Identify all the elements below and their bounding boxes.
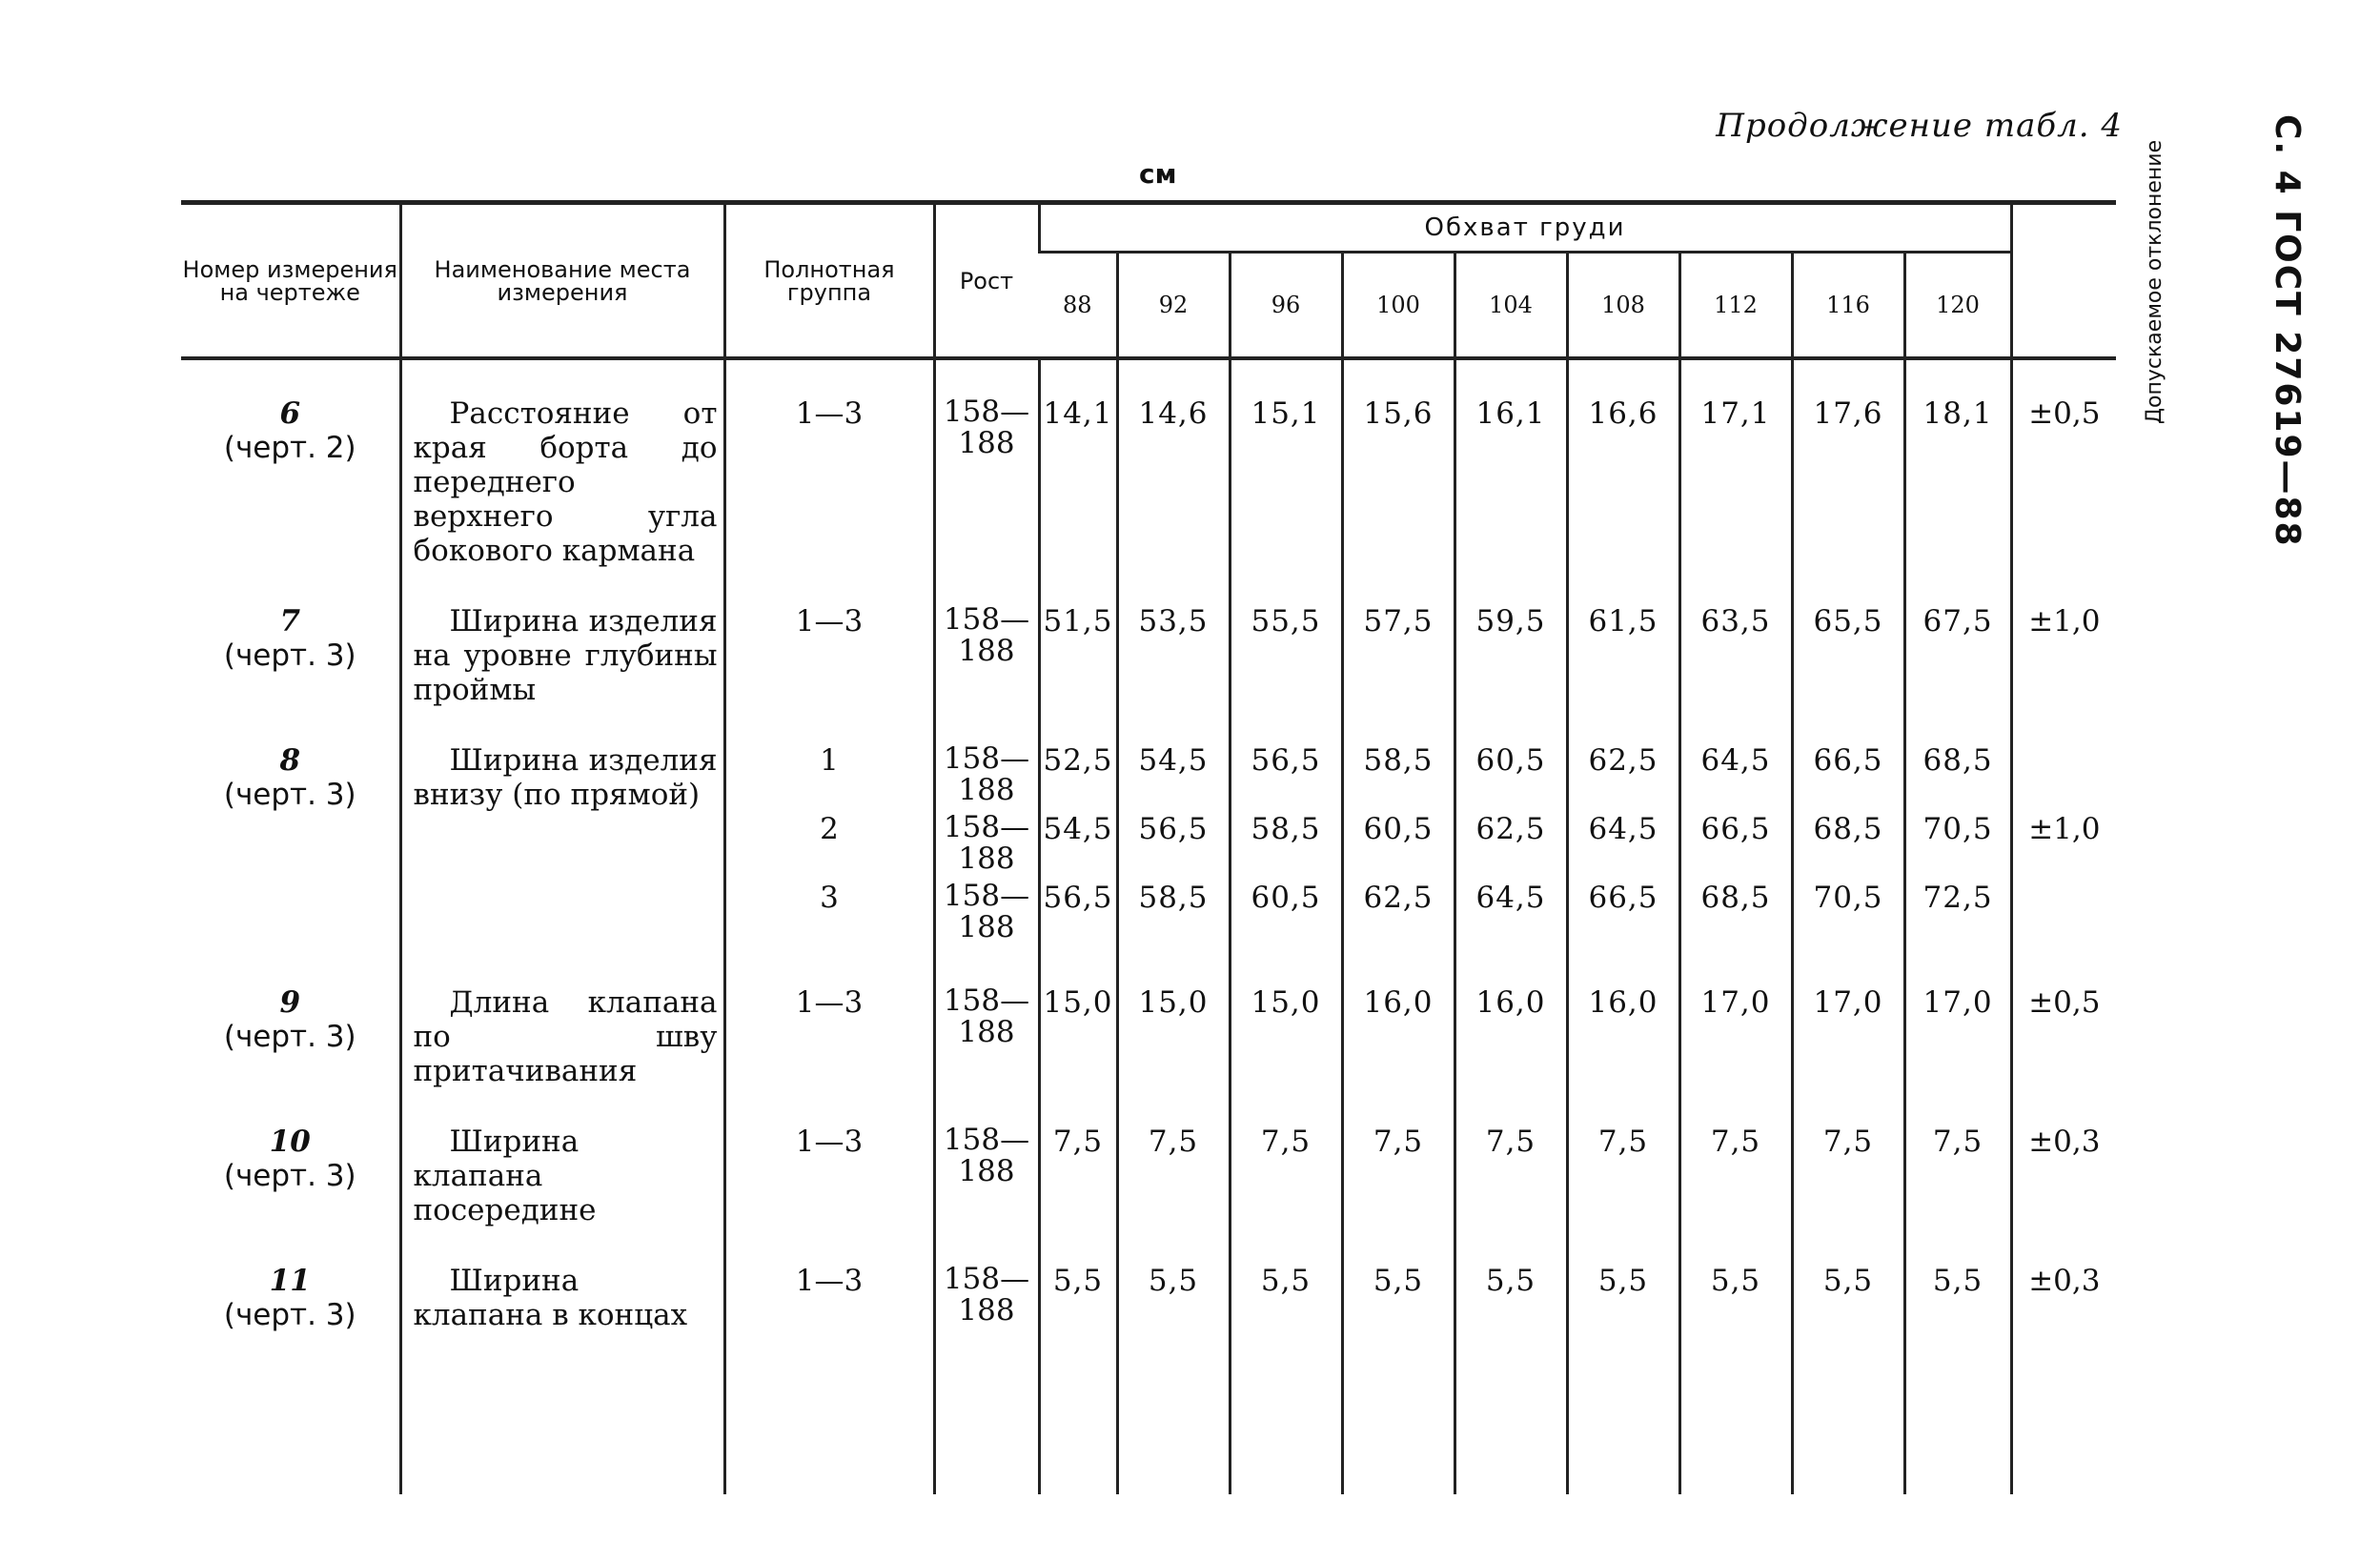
group-cell [724, 358, 934, 568]
bust-value: 7,5 [1597, 1125, 1649, 1159]
measurement-number-cell [181, 568, 400, 707]
bust-value: 56,5 [1138, 812, 1209, 846]
spacer-cell [2011, 1332, 2116, 1494]
bust-value: 7,5 [1822, 1125, 1874, 1159]
bust-value-cell [1039, 1088, 1117, 1227]
header-bust-size: 116 [1792, 253, 1904, 359]
bust-value: 60,5 [1363, 812, 1434, 846]
header-bust-size: 100 [1342, 253, 1454, 359]
bust-value-cell [1904, 358, 2011, 568]
bust-value: 67,5 [1922, 604, 1993, 639]
height-cell [934, 707, 1039, 949]
bust-value: 62,5 [1475, 812, 1546, 846]
measurement-number: 6 [279, 396, 301, 431]
bust-value: 5,5 [1260, 1264, 1312, 1298]
bust-value: 16,6 [1588, 396, 1658, 431]
spacer-cell [1342, 1332, 1454, 1494]
bust-value-cell [1039, 568, 1117, 707]
bust-value: 15,0 [1043, 985, 1113, 1020]
bust-value: 17,0 [1700, 985, 1771, 1020]
bust-value: 7,5 [1260, 1125, 1312, 1159]
header-bust-size: 104 [1454, 253, 1567, 359]
height-value: 158—188 [943, 1262, 1030, 1328]
drawing-reference: (черт. 2) [223, 431, 356, 465]
drawing-reference: (черт. 3) [223, 1298, 356, 1332]
header-tolerance-text: Допускаемое отклонение [2142, 139, 2166, 425]
header-group: Полнотная группа [724, 203, 934, 359]
bust-value: 5,5 [1373, 1264, 1424, 1298]
group-value: 1—3 [795, 604, 864, 639]
measurement-name: Ширина клапана в концах [400, 1227, 724, 1332]
height-value: 158—188 [943, 741, 1030, 807]
bust-value-cell [1230, 949, 1342, 1088]
bust-value: 15,0 [1138, 985, 1209, 1020]
bust-value: 58,5 [1138, 881, 1209, 915]
bust-value: 62,5 [1363, 881, 1434, 915]
bust-value: 63,5 [1700, 604, 1771, 639]
bust-value: 64,5 [1700, 743, 1771, 778]
tolerance-value: ±1,0 [2028, 604, 2101, 639]
group-value: 1 [820, 743, 839, 778]
bust-value-cell [1342, 568, 1454, 707]
bust-value: 15,6 [1363, 396, 1434, 431]
continuation-label: Продолжение табл. 4 [1716, 107, 2123, 145]
header-bust-size: 92 [1117, 253, 1230, 359]
group-value: 1—3 [795, 985, 864, 1020]
bust-value: 7,5 [1710, 1125, 1761, 1159]
header-bust-size: 112 [1679, 253, 1792, 359]
spacer-cell [1567, 1332, 1679, 1494]
bust-value-cell [1039, 949, 1117, 1088]
bust-value-cell [1039, 358, 1117, 568]
bust-value-cell [1904, 1227, 2011, 1332]
bust-value: 16,1 [1475, 396, 1546, 431]
bust-value: 15,0 [1251, 985, 1321, 1020]
bust-value: 5,5 [1597, 1264, 1649, 1298]
bust-value-cell [1039, 1227, 1117, 1332]
measurement-name: Ширина изделия внизу (по прямой) [400, 707, 724, 949]
group-value: 2 [820, 812, 839, 846]
bust-value-cell [1230, 358, 1342, 568]
measurement-number: 9 [279, 985, 301, 1020]
bust-value-cell [1342, 358, 1454, 568]
tolerance-value: ±0,3 [2028, 1125, 2101, 1159]
document-side-header [2268, 114, 2316, 548]
bust-value-cell [1454, 707, 1567, 949]
measurement-number: 10 [269, 1125, 311, 1159]
measurement-number: 8 [279, 743, 301, 778]
bust-value-cell [1117, 568, 1230, 707]
height-cell [934, 1088, 1039, 1227]
spacer-cell [1039, 1332, 1117, 1494]
bust-value: 53,5 [1138, 604, 1209, 639]
header-height: Рост [934, 203, 1039, 359]
bust-value-cell [1679, 358, 1792, 568]
spacer-cell [400, 1332, 724, 1494]
table-row [181, 358, 2116, 568]
height-value: 158—188 [943, 1123, 1030, 1188]
group-cell [724, 1227, 934, 1332]
bust-value-cell [1454, 1227, 1567, 1332]
bust-value-cell [1679, 707, 1792, 949]
group-cell [724, 1088, 934, 1227]
bust-value: 68,5 [1813, 812, 1883, 846]
bust-value: 64,5 [1475, 881, 1546, 915]
bust-value-cell [1230, 1088, 1342, 1227]
group-value: 3 [820, 881, 839, 915]
header-bust: Обхват груди [1039, 203, 2011, 253]
bust-value-cell [1567, 1227, 1679, 1332]
table-row [181, 949, 2116, 1088]
bust-value: 60,5 [1251, 881, 1321, 915]
tolerance-value: ±0,5 [2028, 985, 2101, 1020]
tolerance-value: ±1,0 [2028, 812, 2101, 846]
bust-value-cell [1342, 707, 1454, 949]
bust-value: 62,5 [1588, 743, 1658, 778]
group-cell [724, 568, 934, 707]
bust-value: 68,5 [1700, 881, 1771, 915]
bust-value: 66,5 [1588, 881, 1658, 915]
table-spacer-row [181, 1332, 2116, 1494]
bust-value-cell [1342, 949, 1454, 1088]
table-row [181, 707, 2116, 949]
spacer-cell [1792, 1332, 1904, 1494]
page-standard-label: С. 4 ГОСТ 27619—88 [2268, 114, 2307, 548]
bust-value-cell [1230, 568, 1342, 707]
table-row [181, 1227, 2116, 1332]
measurement-number: 11 [269, 1264, 311, 1298]
drawing-reference: (черт. 3) [223, 1020, 356, 1054]
bust-value: 54,5 [1138, 743, 1209, 778]
spacer-cell [1904, 1332, 2011, 1494]
bust-value-cell [1117, 358, 1230, 568]
bust-value-cell [1567, 568, 1679, 707]
header-bust-size: 108 [1567, 253, 1679, 359]
header-bust-size: 120 [1904, 253, 2011, 359]
bust-value: 55,5 [1251, 604, 1321, 639]
bust-value-cell [1567, 358, 1679, 568]
bust-value: 14,6 [1138, 396, 1209, 431]
bust-value: 54,5 [1043, 812, 1113, 846]
bust-value: 65,5 [1813, 604, 1883, 639]
bust-value-cell [1039, 707, 1117, 949]
bust-value: 56,5 [1043, 881, 1113, 915]
tolerance-cell [2011, 568, 2116, 707]
height-value: 158—188 [943, 810, 1030, 876]
bust-value: 7,5 [1485, 1125, 1536, 1159]
bust-value-cell [1230, 1227, 1342, 1332]
height-cell [934, 358, 1039, 568]
header-bust-size: 96 [1230, 253, 1342, 359]
group-cell [724, 949, 934, 1088]
bust-value-cell [1679, 1227, 1792, 1332]
bust-value: 58,5 [1363, 743, 1434, 778]
bust-value: 5,5 [1148, 1264, 1199, 1298]
bust-value: 64,5 [1588, 812, 1658, 846]
drawing-reference: (черт. 3) [223, 639, 356, 673]
group-value: 1—3 [795, 396, 864, 431]
unit-label: см [1139, 158, 1177, 190]
bust-value-cell [1117, 707, 1230, 949]
height-cell [934, 1227, 1039, 1332]
bust-value: 70,5 [1813, 881, 1883, 915]
bust-value-cell [1454, 1088, 1567, 1227]
bust-value: 17,6 [1813, 396, 1883, 431]
bust-value-cell [1230, 707, 1342, 949]
measurement-number-cell [181, 1088, 400, 1227]
bust-value: 17,0 [1813, 985, 1883, 1020]
bust-value: 70,5 [1922, 812, 1993, 846]
tolerance-value: ±0,5 [2028, 396, 2101, 431]
table-row [181, 568, 2116, 707]
bust-value: 7,5 [1932, 1125, 1983, 1159]
bust-value: 5,5 [1710, 1264, 1761, 1298]
bust-value: 60,5 [1475, 743, 1546, 778]
bust-value-cell [1454, 568, 1567, 707]
bust-value-cell [1904, 1088, 2011, 1227]
bust-value: 7,5 [1373, 1125, 1424, 1159]
bust-value: 59,5 [1475, 604, 1546, 639]
bust-value-cell [1567, 1088, 1679, 1227]
bust-value: 58,5 [1251, 812, 1321, 846]
header-bust-size: 88 [1039, 253, 1117, 359]
bust-value: 5,5 [1822, 1264, 1874, 1298]
bust-value: 56,5 [1251, 743, 1321, 778]
bust-value: 16,0 [1588, 985, 1658, 1020]
tolerance-cell [2011, 1088, 2116, 1227]
spacer-cell [1454, 1332, 1567, 1494]
bust-value: 7,5 [1052, 1125, 1104, 1159]
table-row [181, 1088, 2116, 1227]
height-value: 158—188 [943, 602, 1030, 668]
spacer-cell [934, 1332, 1039, 1494]
height-value: 158—188 [943, 395, 1030, 460]
spacer-cell [724, 1332, 934, 1494]
measurement-number-cell [181, 949, 400, 1088]
measurement-name: Расстояние от края борта до переднего верхнего угла бокового кармана [400, 358, 724, 568]
bust-value: 5,5 [1932, 1264, 1983, 1298]
bust-value-cell [1679, 1088, 1792, 1227]
bust-value-cell [1454, 358, 1567, 568]
bust-value: 52,5 [1043, 743, 1113, 778]
bust-value-cell [1117, 1088, 1230, 1227]
measurement-name: Длина клапана по шву притачивания [400, 949, 724, 1088]
bust-value: 16,0 [1363, 985, 1434, 1020]
bust-value: 5,5 [1485, 1264, 1536, 1298]
measurement-number-cell [181, 707, 400, 949]
measurement-number-cell [181, 1227, 400, 1332]
bust-value: 61,5 [1588, 604, 1658, 639]
bust-value-cell [1679, 568, 1792, 707]
bust-value: 66,5 [1700, 812, 1771, 846]
bust-value: 57,5 [1363, 604, 1434, 639]
measurement-name: Ширина клапана посередине [400, 1088, 724, 1227]
bust-value-cell [1342, 1088, 1454, 1227]
bust-value: 16,0 [1475, 985, 1546, 1020]
spacer-cell [1679, 1332, 1792, 1494]
bust-value: 14,1 [1043, 396, 1113, 431]
bust-value-cell [1117, 949, 1230, 1088]
spacer-cell [1230, 1332, 1342, 1494]
drawing-reference: (черт. 3) [223, 1159, 356, 1193]
bust-value: 72,5 [1922, 881, 1993, 915]
tolerance-cell [2011, 949, 2116, 1088]
group-value: 1—3 [795, 1264, 864, 1298]
header-name: Наименование места измерения [400, 203, 724, 359]
bust-value-cell [1679, 949, 1792, 1088]
bust-value-cell [1904, 949, 2011, 1088]
bust-value-cell [1904, 707, 2011, 949]
header-number: Номер измерения на чертеже [181, 203, 400, 359]
bust-value: 68,5 [1922, 743, 1993, 778]
bust-value: 66,5 [1813, 743, 1883, 778]
bust-value-cell [1904, 568, 2011, 707]
measurement-number: 7 [279, 604, 301, 639]
tolerance-cell [2011, 1227, 2116, 1332]
bust-value-cell [1567, 949, 1679, 1088]
height-cell [934, 949, 1039, 1088]
group-value: 1—3 [795, 1125, 864, 1159]
bust-value-cell [1342, 1227, 1454, 1332]
spacer-cell [1117, 1332, 1230, 1494]
bust-value: 51,5 [1043, 604, 1113, 639]
tolerance-cell [2011, 358, 2116, 568]
bust-value: 7,5 [1148, 1125, 1199, 1159]
spacer-cell [181, 1332, 400, 1494]
bust-value-cell [1117, 1227, 1230, 1332]
bust-value: 17,0 [1922, 985, 1993, 1020]
height-value: 158—188 [943, 879, 1030, 944]
bust-value-cell [1792, 949, 1904, 1088]
bust-value: 18,1 [1922, 396, 1993, 431]
bust-value-cell [1792, 1227, 1904, 1332]
tolerance-value: ±0,3 [2028, 1264, 2101, 1298]
bust-value-cell [1792, 707, 1904, 949]
measurement-number-cell [181, 358, 400, 568]
height-value: 158—188 [943, 983, 1030, 1049]
tolerance-cell [2011, 707, 2116, 949]
group-cell [724, 707, 934, 949]
bust-value-cell [1792, 1088, 1904, 1227]
bust-value: 17,1 [1700, 396, 1771, 431]
bust-value-cell [1792, 358, 1904, 568]
drawing-reference: (черт. 3) [223, 778, 356, 812]
bust-value-cell [1454, 949, 1567, 1088]
bust-value: 15,1 [1251, 396, 1321, 431]
bust-value-cell [1567, 707, 1679, 949]
bust-value: 5,5 [1052, 1264, 1104, 1298]
height-cell [934, 568, 1039, 707]
bust-value-cell [1792, 568, 1904, 707]
measurement-name: Ширина изделия на уровне глубины проймы [400, 568, 724, 707]
